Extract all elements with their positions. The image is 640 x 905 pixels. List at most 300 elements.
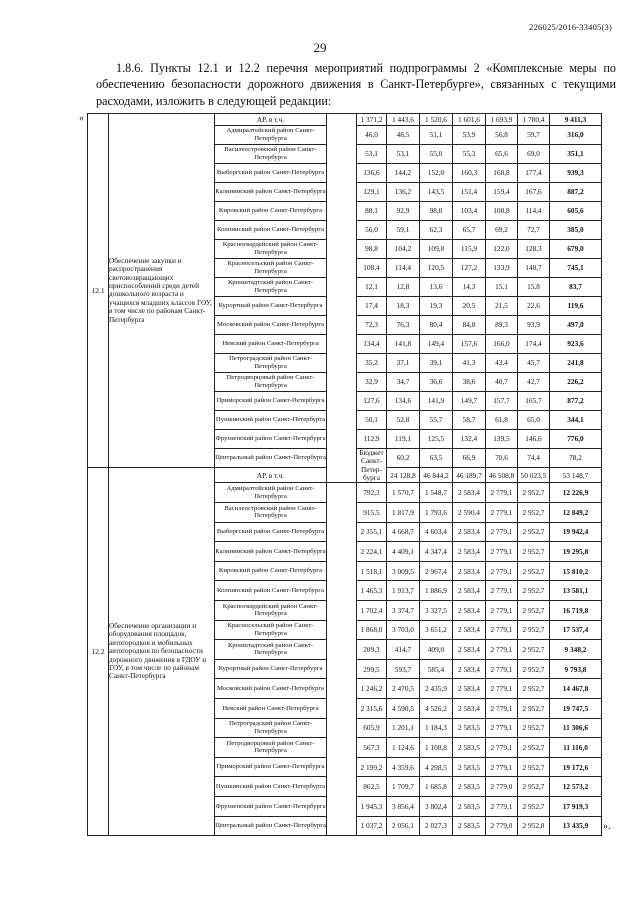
cell-value: 72,7 (518, 220, 550, 239)
cell-value: 2 583,4 (453, 542, 486, 562)
cell-value: 2 952,7 (518, 718, 550, 738)
item-description: Обеспечение закупки и распространения световозвращающих приспособлений среди детей дошкольного возраста и учащихся младших классов ГОУ, в том числе по районам Санкт-Петербурга (109, 114, 215, 468)
cell-value: 2 952,7 (518, 581, 550, 601)
cell-value: 98,8 (357, 239, 387, 258)
cell-value: 226,2 (550, 372, 602, 391)
cell-value: 69,0 (518, 144, 550, 163)
cell-value: 136,6 (357, 163, 387, 182)
cell-value: 2 779,1 (486, 503, 518, 523)
cell-value: 65,7 (453, 220, 486, 239)
cell-value: 160,3 (453, 163, 486, 182)
cell-value: 351,1 (550, 144, 602, 163)
cell-value: 299,5 (357, 659, 387, 679)
total-value: 1 693,9 (486, 114, 518, 126)
cell-value: 72,3 (357, 315, 387, 334)
district-name: Василеостровский район Санкт-Петербурга (215, 503, 327, 523)
cell-value: 61,8 (486, 410, 518, 429)
cell-value: 39,1 (420, 353, 453, 372)
cell-value: 34,7 (387, 372, 420, 391)
cell-value: 177,4 (518, 163, 550, 182)
cell-value: 36,6 (420, 372, 453, 391)
intro-paragraph: 1.8.6. Пункты 12.1 и 12.2 перечня мероприятий подпрограммы 2 «Комплексные меры по обеспечению безопасности дорожного движения в Санкт-Петербурге», связанных с текущими расходами, изложить в следующей редакции: (96, 61, 616, 108)
cell-value: 88,1 (357, 201, 387, 220)
cell-value: 48,5 (387, 125, 420, 144)
cell-value: 14,3 (453, 277, 486, 296)
cell-value: 2 952,7 (518, 620, 550, 640)
cell-value: 2 952,7 (518, 796, 550, 816)
empty-source-cell (327, 483, 357, 836)
cell-value: 12 573,2 (550, 777, 602, 797)
cell-value: 53,9 (453, 125, 486, 144)
cell-value: 1 108,8 (420, 738, 453, 758)
cell-value: 1 702,4 (357, 600, 387, 620)
cell-value: 2 224,1 (357, 542, 387, 562)
district-name: Пушкинский район Санкт-Петербурга (215, 777, 327, 797)
cell-value: 605,6 (550, 201, 602, 220)
cell-value: 1 246,2 (357, 679, 387, 699)
cell-value: 139,5 (486, 429, 518, 448)
cell-value: 4 409,1 (387, 542, 420, 562)
total-value: 24 128,8 (387, 467, 420, 483)
cell-value: 1 184,3 (420, 718, 453, 738)
cell-value: 104,2 (387, 239, 420, 258)
cell-value: 2 590,4 (453, 503, 486, 523)
cell-value: 9 793,8 (550, 659, 602, 679)
district-name: Кировский район Санкт-Петербурга (215, 201, 327, 220)
cell-value: 2 583,5 (453, 796, 486, 816)
cell-value: 2 952,7 (518, 503, 550, 523)
cell-value: 585,4 (420, 659, 453, 679)
cell-value: 119,1 (387, 429, 420, 448)
total-label: АР, в т.ч. (215, 467, 327, 483)
cell-value: 2 779,1 (486, 718, 518, 738)
cell-value: 174,4 (518, 334, 550, 353)
cell-value: 133,9 (486, 258, 518, 277)
cell-value: 409,0 (420, 640, 453, 660)
cell-value: 40,7 (486, 372, 518, 391)
cell-value: 149,4 (420, 334, 453, 353)
cell-value: 152,0 (420, 163, 453, 182)
cell-value: 56,8 (486, 125, 518, 144)
cell-value: 43,4 (486, 353, 518, 372)
cell-value: 414,7 (387, 640, 420, 660)
cell-value: 46,0 (357, 125, 387, 144)
cell-value: 745,1 (550, 258, 602, 277)
cell-value: 108,4 (357, 258, 387, 277)
cell-value: 2 952,7 (518, 698, 550, 718)
item-description: Обеспечение организации и оборудования площадок, автогородков и мобильных автогородков по безопасности дорожного движения в ГДОУ и ГОУ, в том числе по районам Санкт-Петербурга (109, 467, 215, 835)
cell-value: 2 583,4 (453, 561, 486, 581)
cell-value: 344,1 (550, 410, 602, 429)
cell-value: 22,6 (518, 296, 550, 315)
cell-value: 1 913,7 (387, 581, 420, 601)
cell-value: 127,2 (453, 258, 486, 277)
cell-value: 862,5 (357, 777, 387, 797)
item-index: 12.1 (88, 114, 109, 468)
cell-value: 70,6 (486, 448, 518, 467)
cell-value: 74,4 (518, 448, 550, 467)
cell-value: 120,5 (420, 258, 453, 277)
district-name: Фрунзенский район Санкт-Петербурга (215, 429, 327, 448)
closing-quote-mark: ». (603, 821, 611, 832)
cell-value: 877,2 (550, 391, 602, 410)
cell-value: 2 779,0 (486, 777, 518, 797)
cell-value: 2 779,1 (486, 542, 518, 562)
cell-value: 316,0 (550, 125, 602, 144)
cell-value: 134,4 (357, 334, 387, 353)
total-value: 1 443,6 (387, 114, 420, 126)
cell-value: 83,7 (550, 277, 602, 296)
cell-value: 679,0 (550, 239, 602, 258)
opening-quote-mark: « (79, 113, 84, 124)
district-name: Невский район Санкт-Петербурга (215, 698, 327, 718)
cell-value: 16 719,8 (550, 600, 602, 620)
district-name: Калининский район Санкт-Петербурга (215, 182, 327, 201)
cell-value: 1 793,6 (420, 503, 453, 523)
district-name: Петроградский район Санкт-Петербурга (215, 353, 327, 372)
cell-value: 13 435,9 (550, 816, 602, 836)
cell-value: 167,6 (518, 182, 550, 201)
cell-value: 159,4 (486, 182, 518, 201)
cell-value: 2 470,5 (387, 679, 420, 699)
cell-value: 15,8 (518, 277, 550, 296)
district-name: Калининский район Санкт-Петербурга (215, 542, 327, 562)
cell-value: 12,8 (387, 277, 420, 296)
cell-value: 3 856,4 (387, 796, 420, 816)
cell-value: 497,0 (550, 315, 602, 334)
district-name: Выборгский район Санкт-Петербурга (215, 522, 327, 542)
cell-value: 2 056,1 (387, 816, 420, 836)
cell-value: 15,1 (486, 277, 518, 296)
district-name: Красногвардейский район Санкт-Петербурга (215, 239, 327, 258)
cell-value: 209,3 (357, 640, 387, 660)
cell-value: 122,0 (486, 239, 518, 258)
cell-value: 1 465,3 (357, 581, 387, 601)
cell-value: 12,1 (357, 277, 387, 296)
total-value: 9 411,3 (550, 114, 602, 126)
district-name: Курортный район Санкт-Петербурга (215, 659, 327, 679)
cell-value: 4 603,4 (420, 522, 453, 542)
cell-value: 13,6 (420, 277, 453, 296)
district-name: Красносельский район Санкт-Петербурга (215, 620, 327, 640)
cell-value: 21,5 (486, 296, 518, 315)
cell-value: 151,4 (453, 182, 486, 201)
cell-value: 2 779,1 (486, 757, 518, 777)
cell-value: 1 709,7 (387, 777, 420, 797)
cell-value: 3 802,4 (420, 796, 453, 816)
source-label: Бюджет Санкт-Петер-бурга (357, 448, 387, 483)
cell-value: 59,1 (387, 220, 420, 239)
cell-value: 3 327,5 (420, 600, 453, 620)
cell-value: 2 952,7 (518, 679, 550, 699)
cell-value: 2 355,1 (357, 522, 387, 542)
cell-value: 157,7 (486, 391, 518, 410)
cell-value: 17 919,3 (550, 796, 602, 816)
cell-value: 168,8 (486, 163, 518, 182)
total-value: 46 189,7 (453, 467, 486, 483)
cell-value: 53,1 (387, 144, 420, 163)
cell-value: 2 952,7 (518, 738, 550, 758)
district-name: Приморский район Санкт-Петербурга (215, 391, 327, 410)
empty-source-cell (327, 114, 357, 483)
cell-value: 2 952,7 (518, 640, 550, 660)
cell-value: 2 779,1 (486, 659, 518, 679)
total-value: 53 148,7 (550, 467, 602, 483)
cell-value: 3 374,7 (387, 600, 420, 620)
cell-value: 45,7 (518, 353, 550, 372)
total-value: 1 520,6 (420, 114, 453, 126)
cell-value: 1 201,1 (387, 718, 420, 738)
district-name: Петродворцовый район Санкт-Петербурга (215, 738, 327, 758)
cell-value: 2 952,7 (518, 561, 550, 581)
table-row-total (88, 114, 602, 126)
district-name: Приморский район Санкт-Петербурга (215, 757, 327, 777)
cell-value: 56,0 (357, 220, 387, 239)
cell-value: 1 570,7 (387, 483, 420, 503)
cell-value: 2 583,5 (453, 816, 486, 836)
cell-value: 2 952,7 (518, 659, 550, 679)
cell-value: 80,4 (420, 315, 453, 334)
cell-value: 939,3 (550, 163, 602, 182)
cell-value: 2 779,1 (486, 581, 518, 601)
cell-value: 2 779,0 (486, 816, 518, 836)
document-number: 226025/2016-33405(3) (529, 22, 612, 32)
cell-value: 76,3 (387, 315, 420, 334)
cell-value: 55,3 (453, 144, 486, 163)
cell-value: 2 779,1 (486, 640, 518, 660)
district-name: Центральный район Санкт-Петербурга (215, 816, 327, 836)
cell-value: 136,2 (387, 182, 420, 201)
cell-value: 776,0 (550, 429, 602, 448)
cell-value: 2 779,1 (486, 698, 518, 718)
cell-value: 4 347,4 (420, 542, 453, 562)
cell-value: 55,0 (420, 144, 453, 163)
cell-value: 2 779,1 (486, 679, 518, 699)
cell-value: 2 583,4 (453, 698, 486, 718)
cell-value: 66,9 (453, 448, 486, 467)
cell-value: 112,9 (357, 429, 387, 448)
cell-value: 3 703,0 (387, 620, 420, 640)
cell-value: 2 779,1 (486, 620, 518, 640)
cell-value: 63,5 (420, 448, 453, 467)
cell-value: 129,1 (357, 182, 387, 201)
budget-table (87, 113, 602, 836)
district-name: Центральный район Санкт-Петербурга (215, 448, 327, 467)
cell-value: 144,2 (387, 163, 420, 182)
total-label: АР, в т.ч. (215, 114, 327, 126)
cell-value: 241,8 (550, 353, 602, 372)
total-value: 46 844,2 (420, 467, 453, 483)
cell-value: 385,0 (550, 220, 602, 239)
cell-value: 4 526,2 (420, 698, 453, 718)
cell-value: 1 945,3 (357, 796, 387, 816)
cell-value: 1 548,7 (420, 483, 453, 503)
cell-value: 141,8 (387, 334, 420, 353)
district-name: Невский район Санкт-Петербурга (215, 334, 327, 353)
cell-value: 2 315,6 (357, 698, 387, 718)
cell-value: 2 952,7 (518, 522, 550, 542)
cell-value: 1 518,1 (357, 561, 387, 581)
cell-value: 2 583,4 (453, 600, 486, 620)
cell-value: 605,9 (357, 718, 387, 738)
cell-value: 146,6 (518, 429, 550, 448)
district-name: Кронштадтский район Санкт-Петербурга (215, 277, 327, 296)
cell-value: 127,6 (357, 391, 387, 410)
cell-value: 923,6 (550, 334, 602, 353)
cell-value: 149,7 (453, 391, 486, 410)
cell-value: 2 027,3 (420, 816, 453, 836)
district-name: Выборгский район Санкт-Петербурга (215, 163, 327, 182)
cell-value: 2 583,4 (453, 679, 486, 699)
cell-value: 2 952,7 (518, 483, 550, 503)
cell-value: 84,8 (453, 315, 486, 334)
cell-value: 103,4 (453, 201, 486, 220)
cell-value: 4 668,7 (387, 522, 420, 542)
cell-value: 92,9 (387, 201, 420, 220)
cell-value: 18,3 (387, 296, 420, 315)
cell-value: 19,3 (420, 296, 453, 315)
cell-value: 2 779,1 (486, 738, 518, 758)
cell-value: 2 779,1 (486, 483, 518, 503)
cell-value: 2 583,4 (453, 522, 486, 542)
cell-value: 32,9 (357, 372, 387, 391)
cell-value: 2 583,4 (453, 483, 486, 503)
cell-value: 134,6 (387, 391, 420, 410)
cell-value: 593,7 (387, 659, 420, 679)
cell-value: 165,7 (518, 391, 550, 410)
cell-value: 4 590,5 (387, 698, 420, 718)
district-name: Московский район Санкт-Петербурга (215, 315, 327, 334)
cell-value: 125,5 (420, 429, 453, 448)
cell-value: 58,7 (453, 410, 486, 429)
cell-value: 2 583,4 (453, 659, 486, 679)
cell-value: 9 348,2 (550, 640, 602, 660)
cell-value: 2 435,9 (420, 679, 453, 699)
cell-value: 51,1 (420, 125, 453, 144)
cell-value: 132,4 (453, 429, 486, 448)
cell-value: 4 298,5 (420, 757, 453, 777)
district-name: Кировский район Санкт-Петербурга (215, 561, 327, 581)
cell-value: 12 849,2 (550, 503, 602, 523)
cell-value: 2 583,4 (453, 581, 486, 601)
cell-value: 157,6 (453, 334, 486, 353)
district-name: Петродворцовый район Санкт-Петербурга (215, 372, 327, 391)
total-value: 50 023,5 (518, 467, 550, 483)
cell-value: 15 810,2 (550, 561, 602, 581)
page-number: 29 (313, 40, 327, 55)
cell-value: 2 952,7 (518, 600, 550, 620)
cell-value: 4 359,6 (387, 757, 420, 777)
cell-value: 2 199,2 (357, 757, 387, 777)
cell-value: 567,3 (357, 738, 387, 758)
cell-value: 3 651,2 (420, 620, 453, 640)
cell-value: 14 467,8 (550, 679, 602, 699)
total-value: 46 508,8 (486, 467, 518, 483)
cell-value: 140,7 (518, 258, 550, 277)
cell-value: 1 886,9 (420, 581, 453, 601)
cell-value: 19 172,6 (550, 757, 602, 777)
cell-value: 2 952,7 (518, 542, 550, 562)
district-name: Московский район Санкт-Петербурга (215, 679, 327, 699)
cell-value: 2 779,1 (486, 561, 518, 581)
cell-value: 62,3 (420, 220, 453, 239)
district-name: Адмиралтейский район Санкт-Петербурга (215, 125, 327, 144)
cell-value: 114,4 (518, 201, 550, 220)
cell-value: 2 779,1 (486, 600, 518, 620)
cell-value: 108,8 (486, 201, 518, 220)
cell-value: 41,3 (453, 353, 486, 372)
cell-value: 2 952,7 (518, 757, 550, 777)
cell-value: 20,5 (453, 296, 486, 315)
district-name: Василеостровский район Санкт-Петербурга (215, 144, 327, 163)
cell-value: 915,5 (357, 503, 387, 523)
cell-value: 109,8 (420, 239, 453, 258)
cell-value: 35,2 (357, 353, 387, 372)
cell-value: 119,6 (550, 296, 602, 315)
cell-value: 2 779,1 (486, 796, 518, 816)
cell-value: 128,3 (518, 239, 550, 258)
cell-value: 2 952,8 (518, 816, 550, 836)
cell-value: 2 583,5 (453, 718, 486, 738)
cell-value: 69,2 (486, 220, 518, 239)
cell-value: 17 537,4 (550, 620, 602, 640)
cell-value: 2 583,4 (453, 640, 486, 660)
cell-value: 59,7 (518, 125, 550, 144)
cell-value: 2 583,5 (453, 757, 486, 777)
cell-value: 19 942,4 (550, 522, 602, 542)
cell-value: 89,3 (486, 315, 518, 334)
district-name: Колпинский район Санкт-Петербурга (215, 220, 327, 239)
cell-value: 60,2 (387, 448, 420, 467)
cell-value: 65,0 (518, 410, 550, 429)
district-name: Курортный район Санкт-Петербурга (215, 296, 327, 315)
cell-value: 53,1 (357, 144, 387, 163)
cell-value: 52,8 (387, 410, 420, 429)
district-name: Колпинский район Санкт-Петербурга (215, 581, 327, 601)
cell-value: 98,0 (420, 201, 453, 220)
cell-value: 17,4 (357, 296, 387, 315)
cell-value: 166,0 (486, 334, 518, 353)
cell-value: 1 037,2 (357, 816, 387, 836)
cell-value: 1 817,9 (387, 503, 420, 523)
district-name: Красносельский район Санкт-Петербурга (215, 258, 327, 277)
total-value: 1 780,4 (518, 114, 550, 126)
cell-value: 141,9 (420, 391, 453, 410)
cell-value: 2 583,5 (453, 738, 486, 758)
cell-value: 2 583,4 (453, 620, 486, 640)
cell-value: 2 952,7 (518, 777, 550, 797)
cell-value: 143,5 (420, 182, 453, 201)
cell-value: 65,6 (486, 144, 518, 163)
cell-value: 114,4 (387, 258, 420, 277)
cell-value: 1 124,6 (387, 738, 420, 758)
cell-value: 11 306,6 (550, 718, 602, 738)
district-name: Петроградский район Санкт-Петербурга (215, 718, 327, 738)
cell-value: 12 226,9 (550, 483, 602, 503)
district-name: Пушкинский район Санкт-Петербурга (215, 410, 327, 429)
cell-value: 19 747,5 (550, 698, 602, 718)
cell-value: 19 295,8 (550, 542, 602, 562)
cell-value: 13 581,1 (550, 581, 602, 601)
cell-value: 1 685,8 (420, 777, 453, 797)
cell-value: 887,2 (550, 182, 602, 201)
cell-value: 50,1 (357, 410, 387, 429)
cell-value: 78,2 (550, 448, 602, 467)
cell-value: 3 009,5 (387, 561, 420, 581)
item-index: 12.2 (88, 467, 109, 835)
cell-value: 11 116,0 (550, 738, 602, 758)
cell-value: 2 779,1 (486, 522, 518, 542)
